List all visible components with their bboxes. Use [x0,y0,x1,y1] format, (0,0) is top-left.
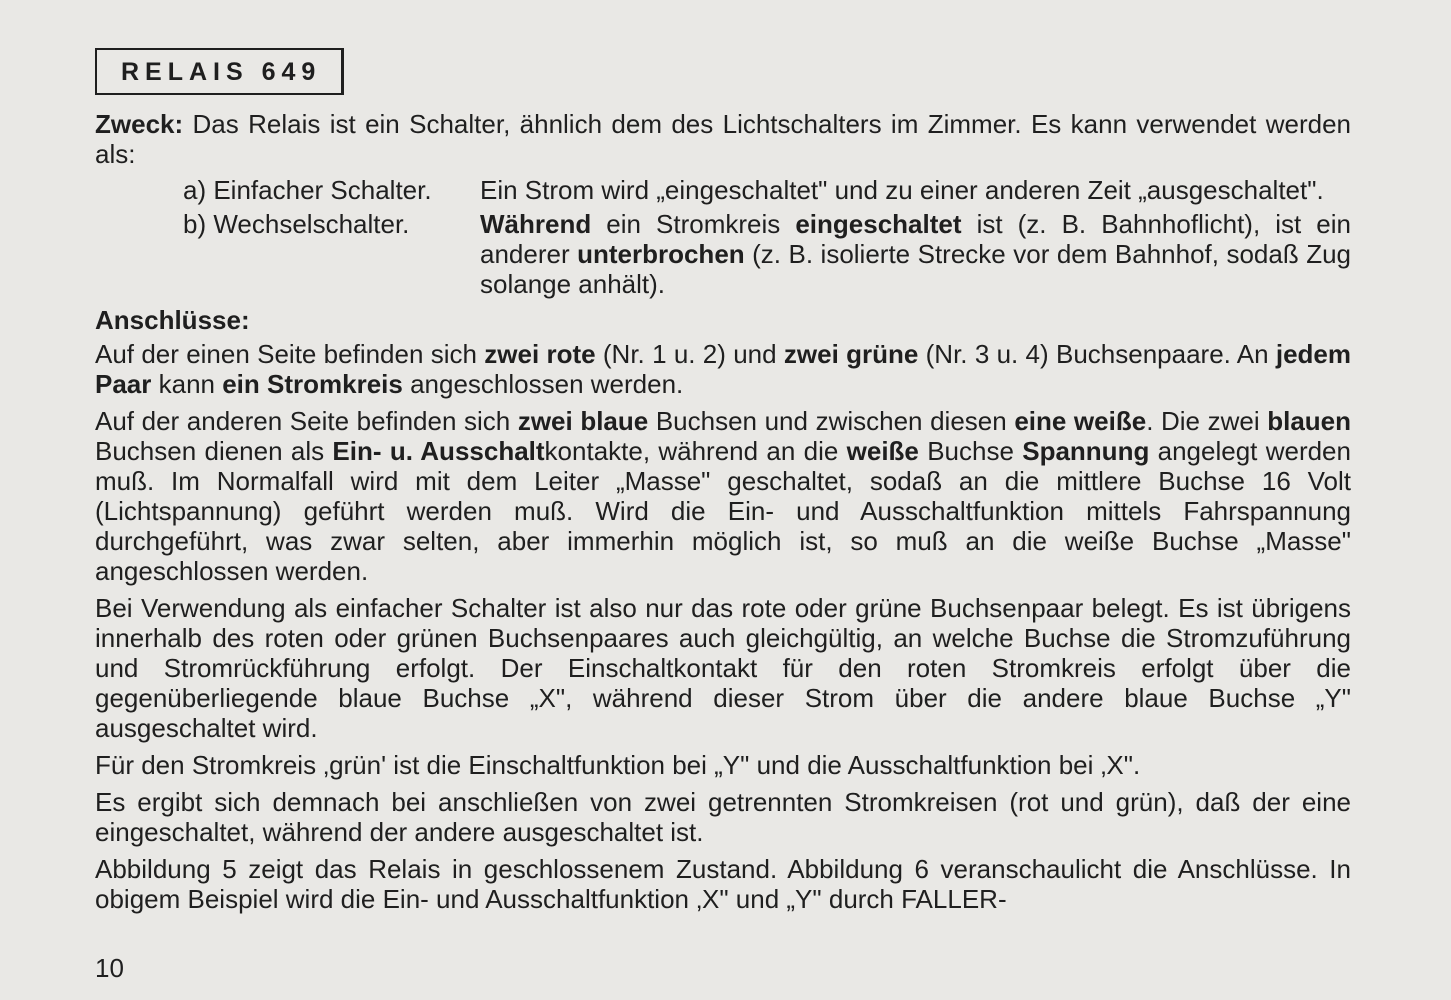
use-item-label: b) Wechselschalter. [183,209,410,239]
text-run: ist (z. B. Bahnhoflicht), ist ein anderer [480,209,1351,269]
bold-text: eine weiße [1014,406,1147,436]
bold-text: ein Stromkreis [222,369,403,399]
use-item-text [480,209,1351,299]
text-run: kontakte, während an die [544,436,847,466]
bold-text: Während [480,209,592,239]
connections-heading: Anschlüsse: [95,305,250,335]
bold-text: eingeschaltet [795,209,962,239]
text-run: (Nr. 1 u. 2) und [595,339,784,369]
paragraph-3: Bei Verwendung als einfacher Schalter ist also nur das rote oder grüne Buchsenpaar belegt. Es ist übrigens innerhalb des roten oder grünen Buchsenpaares auch gleichgültig, an welche Buchse die Stromzuführung und Stromrückführung erfolgt. Der Einschaltkontakt für den roten Stromkreis erfolgt über die gegenüberliegende blaue Buchse „X", während dieser Strom über die andere blaue Buchse „Y" ausgeschaltet wird. [95,593,1351,743]
bold-text: zwei grüne [783,339,919,369]
use-item-label: a) Einfacher Schalter. [183,175,432,205]
bold-text: Spannung [1022,436,1150,466]
bold-text: zwei rote [484,339,596,369]
text-run: . Die zwei [1146,406,1268,436]
bold-text: unterbrochen [577,239,745,269]
page-number: 10 [95,953,124,983]
text-run: angelegt werden muß. Im Normalfall wird mit dem Leiter „Masse" geschaltet, sodaß an die mittlere Buchse 16 Volt (Lichtspannung) geführt werden muß. Wird die Ein- und Ausschaltfunktion mittels Fahrspannung durchgeführt, was zwar selten, aber immerhin möglich ist, so muß an die weiße Buchse „Masse" angeschlossen werden. [95,436,1351,586]
bold-text: jedem Paar [95,339,1351,399]
text-run: Buchse [918,436,1023,466]
text-run: (z. B. isolierte Strecke vor dem Bahnhof, sodaß Zug solange anhält). [480,239,1351,299]
use-item-a [95,175,1351,205]
bold-text: blauen [1267,406,1352,436]
text-run: Buchsen dienen als [95,436,333,466]
text-run: angeschlossen werden. [402,369,684,399]
paragraph-6: Abbildung 5 zeigt das Relais in geschlossenem Zustand. Abbildung 6 veranschaulicht die Anschlüsse. In obigem Beispiel wird die Ein- und Ausschaltfunktion ‚X" und „Y" durch FALLER- [95,854,1351,914]
document-page [95,48,1351,914]
use-item-text: Ein Strom wird „eingeschaltet" und zu einer anderen Zeit „ausgeschaltet". [480,175,1324,205]
section-title: RELAIS 649 [95,48,344,95]
paragraph-4: Für den Stromkreis ‚grün' ist die Einschaltfunktion bei „Y" und die Ausschaltfunktion bei ‚X". [95,750,1141,780]
use-list [95,175,1351,299]
paragraph-2 [95,406,1351,586]
paragraph-1 [95,339,1351,399]
text-run: (Nr. 3 u. 4) Buchsenpaare. An [918,339,1276,369]
bold-text: weiße [846,436,919,466]
purpose-paragraph [95,109,1351,169]
text-run: Auf der einen Seite befinden sich [95,339,485,369]
paragraph-5: Es ergibt sich demnach bei anschließen von zwei getrennten Stromkreisen (rot und grün), daß der eine eingeschaltet, während der andere ausgeschaltet ist. [95,787,1351,847]
text-run: Buchsen und zwischen diesen [648,406,1015,436]
text-run: ein Stromkreis [591,209,796,239]
purpose-label: Zweck: [95,109,184,139]
text-run: kann [151,369,223,399]
bold-text: Ein- u. Ausschalt [332,436,545,466]
bold-text: zwei blaue [517,406,649,436]
purpose-text: Das Relais ist ein Schalter, ähnlich dem des Lichtschalters im Zimmer. Es kann verwendet werden als: [95,109,1351,169]
use-item-b [95,209,1351,299]
text-run: Auf der anderen Seite befinden sich [95,406,518,436]
